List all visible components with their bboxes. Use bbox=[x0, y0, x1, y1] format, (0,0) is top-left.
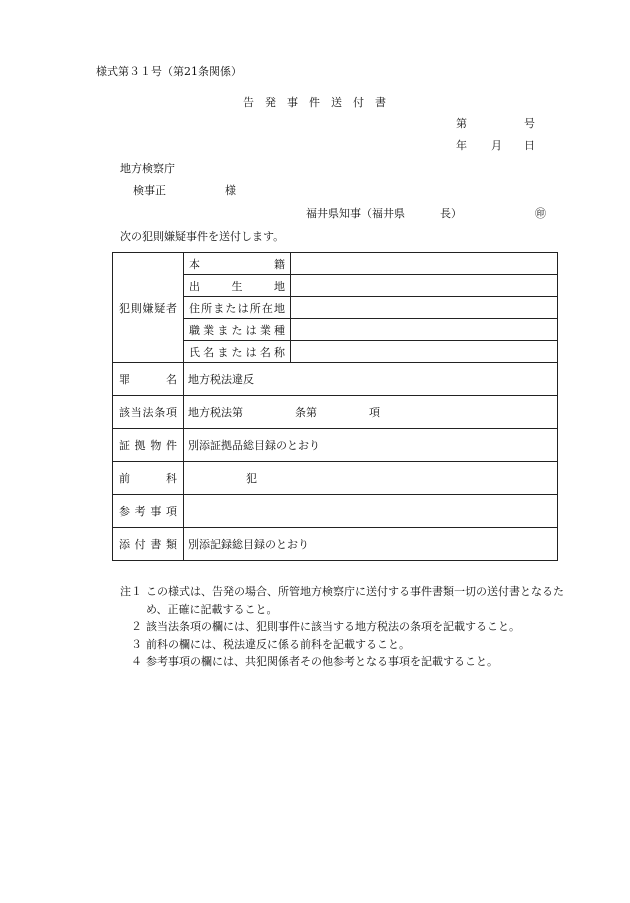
document-title: 告 発 事 件 送 付 書 bbox=[243, 96, 386, 109]
label-reference: 参考事項 bbox=[113, 495, 184, 528]
value-honseki[interactable] bbox=[291, 253, 558, 275]
addressee-role: 検事正 bbox=[133, 184, 166, 197]
addressee-honorific: 様 bbox=[225, 184, 236, 197]
note-text: 前科の欄には、税法違反に係る前科を記載すること。 bbox=[146, 637, 410, 651]
field-address: 住所または所在地 bbox=[184, 297, 291, 319]
seal-mark: ㊞ bbox=[535, 207, 546, 220]
note-item bbox=[124, 636, 564, 654]
value-charge[interactable]: 地方税法違反 bbox=[184, 363, 558, 396]
label-prior-record: 前科 bbox=[113, 462, 184, 495]
date-year: 年 bbox=[456, 139, 467, 152]
date-month: 月 bbox=[491, 139, 502, 152]
notes-section bbox=[120, 583, 564, 671]
law-article: 条第 bbox=[295, 406, 317, 419]
prior-record-count-suffix: 犯 bbox=[246, 472, 257, 485]
note-text: 参考事項の欄には、共犯関係者その他参考となる事項を記載すること。 bbox=[146, 655, 498, 668]
form-number: 様式第３１号（第21条関係） bbox=[96, 65, 242, 78]
law-clause: 項 bbox=[369, 406, 380, 419]
value-reference[interactable] bbox=[184, 495, 558, 528]
value-name[interactable] bbox=[291, 341, 558, 363]
value-address[interactable] bbox=[291, 297, 558, 319]
label-attachments: 添付書類 bbox=[113, 528, 184, 561]
value-occupation[interactable] bbox=[291, 319, 558, 341]
value-prior-record[interactable] bbox=[184, 462, 558, 495]
field-occupation: 職業または業種 bbox=[184, 319, 291, 341]
label-charge: 罪名 bbox=[113, 363, 184, 396]
note-item bbox=[120, 583, 564, 618]
note-number: 注１ bbox=[120, 585, 142, 598]
law-prefix: 地方税法第 bbox=[188, 406, 243, 419]
note-text: この様式は、告発の場合、所管地方検察庁に送付する事件書類一切の送付書となるため、正確に記載すること。 bbox=[146, 585, 564, 616]
doc-number-prefix: 第 bbox=[456, 117, 467, 130]
note-item bbox=[124, 618, 564, 636]
case-form-table bbox=[112, 252, 558, 561]
value-evidence[interactable]: 別添証拠品総目録のとおり bbox=[184, 429, 558, 462]
note-number: ３ bbox=[131, 637, 142, 651]
field-name: 氏名または名称 bbox=[184, 341, 291, 363]
intro-text: 次の犯則嫌疑事件を送付します。 bbox=[120, 230, 285, 243]
doc-number-suffix: 号 bbox=[524, 117, 535, 130]
label-evidence: 証拠物件 bbox=[113, 429, 184, 462]
suspect-label: 犯則嫌疑者 bbox=[113, 253, 184, 363]
value-birthplace[interactable] bbox=[291, 275, 558, 297]
label-law-article: 該当法条項 bbox=[113, 396, 184, 429]
note-number: ２ bbox=[131, 620, 142, 633]
note-number: ４ bbox=[131, 655, 142, 668]
date-day: 日 bbox=[524, 139, 535, 152]
field-honseki: 本籍 bbox=[184, 253, 291, 275]
sender-title-end: 長） bbox=[440, 207, 462, 220]
note-item bbox=[124, 653, 564, 671]
field-birthplace: 出生地 bbox=[184, 275, 291, 297]
addressee-office: 地方検察庁 bbox=[120, 162, 175, 175]
value-attachments[interactable]: 別添記録総目録のとおり bbox=[184, 528, 558, 561]
sender-name: 福井県知事（福井県 bbox=[306, 207, 405, 220]
note-text: 該当法条項の欄には、犯則事件に該当する地方税法の条項を記載すること。 bbox=[146, 620, 520, 633]
value-law-article[interactable] bbox=[184, 396, 558, 429]
